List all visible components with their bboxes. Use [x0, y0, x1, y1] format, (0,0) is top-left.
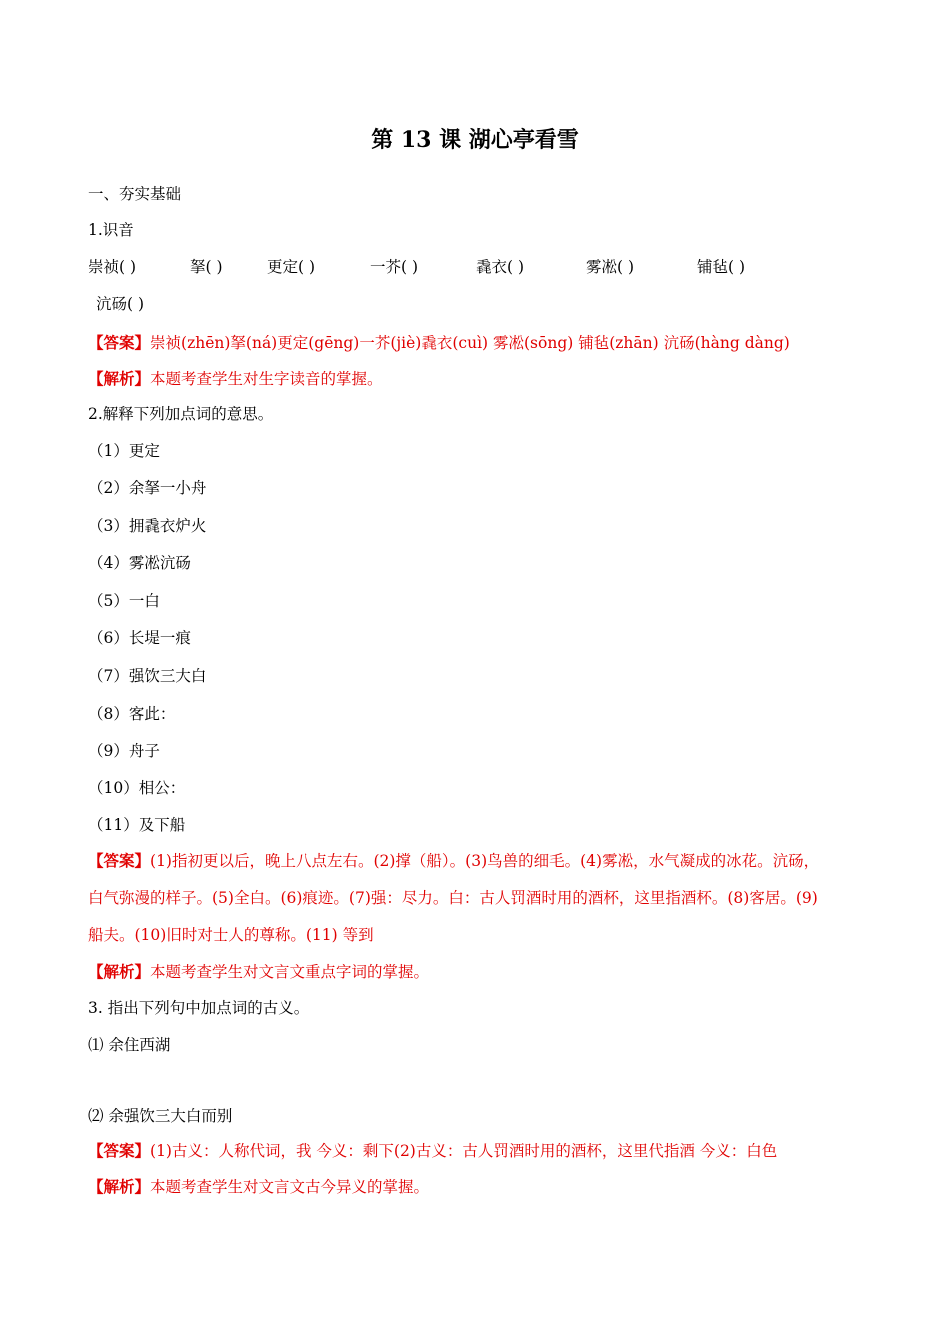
- q2-item-5: （5）一白: [88, 592, 160, 610]
- analysis-label: 【解析】: [88, 1177, 151, 1196]
- q1-item-8: 沆砀( ): [96, 295, 145, 313]
- analysis-text: 本题考查学生对文言文重点字词的掌握。: [150, 963, 430, 981]
- q2-answer-line-2: 白气弥漫的样子。(5)全白。(6)痕迹。(7)强：尽力。白：古人罚酒时用的酒杯，这里指酒杯。(8)客居。(9): [88, 889, 818, 907]
- q1-answer: [88, 333, 790, 353]
- q2-item-9: （9）舟子: [88, 742, 160, 760]
- q2-item-8: （8）客此：: [88, 705, 176, 723]
- analysis-text: 本题考查学生对文言文古今异义的掌握。: [150, 1178, 430, 1196]
- answer-label: 【答案】: [88, 1141, 151, 1160]
- section-heading: 一、夯实基础: [88, 185, 182, 203]
- q2-answer-line-3: 船夫。(10)旧时对士人的尊称。(11) 等到: [88, 926, 374, 944]
- q2-item-4: （4）雾凇沆砀: [88, 554, 191, 572]
- q2-item-11: （11）及下船: [88, 816, 186, 834]
- q1-heading: 1.识音: [88, 221, 134, 239]
- q1-item-6: 雾凇( ): [586, 258, 635, 276]
- q1-item-4: 一芥( ): [370, 258, 419, 276]
- q3-analysis: [88, 1177, 429, 1197]
- q3-answer: [88, 1141, 777, 1161]
- q1-item-1: 崇祯( ): [88, 258, 137, 276]
- q1-item-5: 毳衣( ): [476, 258, 525, 276]
- q2-heading: 2.解释下列加点词的意思。: [88, 405, 274, 423]
- answer-text: (1)古义：人称代词，我 今义：剩下(2)古义：古人罚酒时用的酒杯，这里代指酒 今义：白色: [150, 1142, 778, 1160]
- answer-text: 崇祯(zhēn)拏(ná)更定(gēng)一芥(jiè)毳衣(cuì) 雾凇(sōng) 铺毡(zhān) 沆砀(hàng dàng): [150, 334, 790, 352]
- q1-analysis: [88, 369, 383, 389]
- q2-item-1: （1）更定: [88, 442, 160, 460]
- q2-item-3: （3）拥毳衣炉火: [88, 517, 207, 535]
- q2-item-7: （7）强饮三大白: [88, 667, 207, 685]
- q1-item-7: 铺毡( ): [697, 258, 746, 276]
- q2-item-10: （10）相公：: [88, 779, 186, 797]
- answer-label: 【答案】: [88, 851, 151, 870]
- q2-analysis: [88, 962, 429, 982]
- answer-text: (1)指初更以后，晚上八点左右。(2)撑（船）。(3)鸟兽的细毛。(4)雾凇，水气凝成的冰花。沆砀，: [150, 852, 820, 870]
- q3-item-1: ⑴ 余住西湖: [88, 1036, 171, 1054]
- q3-heading: 3. 指出下列句中加点词的古义。: [88, 999, 310, 1017]
- analysis-label: 【解析】: [88, 962, 151, 981]
- analysis-text: 本题考查学生对生字读音的掌握。: [150, 370, 383, 388]
- answer-label: 【答案】: [88, 333, 151, 352]
- page-title: 第 13 课 湖心亭看雪: [371, 127, 579, 153]
- q2-answer-line-1: [88, 851, 819, 871]
- q2-item-2: （2）余拏一小舟: [88, 479, 207, 497]
- q3-item-2: ⑵ 余强饮三大白而别: [88, 1107, 233, 1125]
- q1-item-3: 更定( ): [267, 258, 316, 276]
- analysis-label: 【解析】: [88, 369, 151, 388]
- q1-item-2: 拏( ): [190, 258, 223, 276]
- q2-item-6: （6）长堤一痕: [88, 629, 191, 647]
